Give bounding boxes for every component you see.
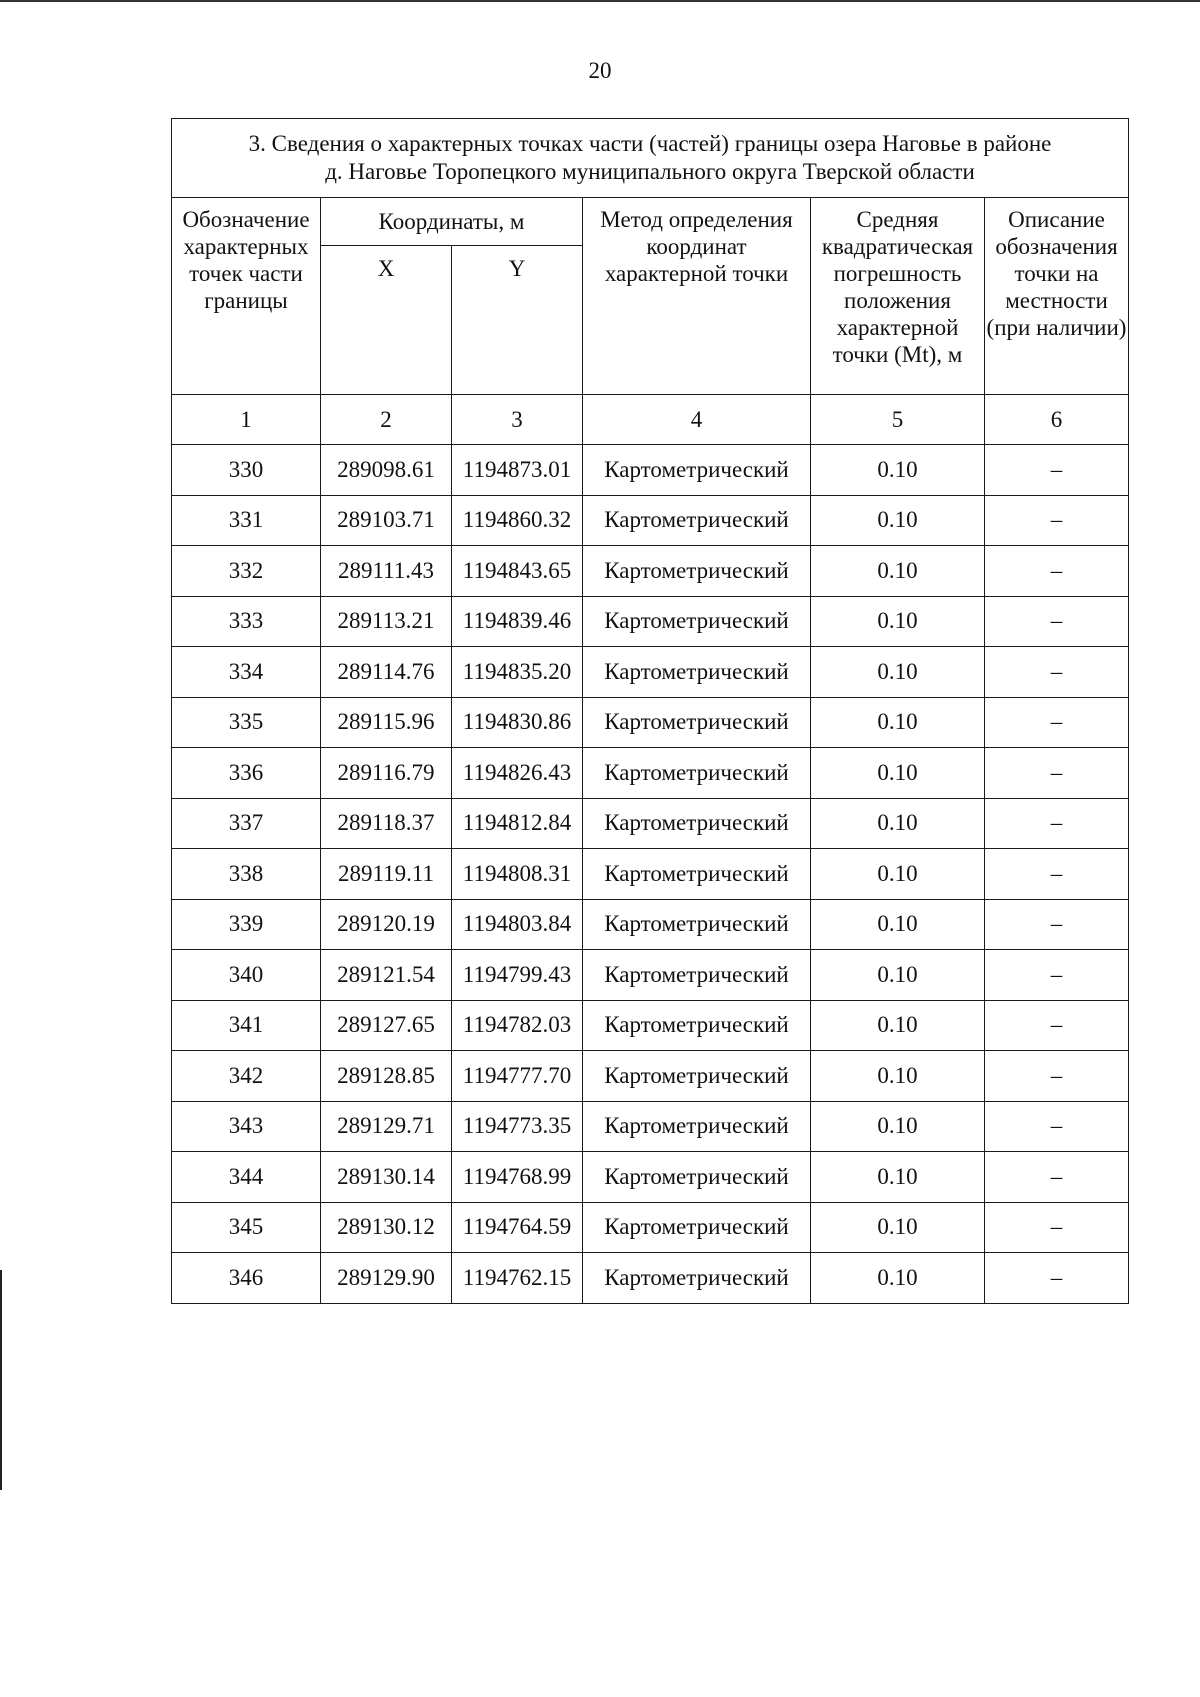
y-coordinate-cell: 1194777.70: [452, 1051, 583, 1102]
method-cell: Картометрический: [583, 1202, 811, 1253]
description-cell: –: [985, 1152, 1129, 1203]
caption-line-2: д. Наговье Торопецкого муниципального округа Тверской области: [325, 159, 975, 184]
method-cell: Картометрический: [583, 1253, 811, 1304]
point-number-cell: 340: [172, 950, 321, 1001]
y-coordinate-cell: 1194839.46: [452, 596, 583, 647]
point-number-cell: 343: [172, 1101, 321, 1152]
x-coordinate-cell: 289118.37: [321, 798, 452, 849]
table-row: [172, 798, 1129, 849]
method-cell: Картометрический: [583, 596, 811, 647]
point-number-cell: 332: [172, 546, 321, 597]
method-cell: Картометрический: [583, 647, 811, 698]
table-body: [172, 445, 1129, 1304]
header-x: X: [321, 246, 452, 395]
column-number: 2: [321, 395, 452, 445]
error-cell: 0.10: [811, 798, 985, 849]
header-designation: Обозначение характерных точек части границы: [172, 198, 321, 395]
point-number-cell: 341: [172, 1000, 321, 1051]
error-cell: 0.10: [811, 495, 985, 546]
error-cell: 0.10: [811, 1202, 985, 1253]
method-cell: Картометрический: [583, 899, 811, 950]
description-cell: –: [985, 950, 1129, 1001]
description-cell: –: [985, 1253, 1129, 1304]
error-cell: 0.10: [811, 647, 985, 698]
x-coordinate-cell: 289121.54: [321, 950, 452, 1001]
column-number: 6: [985, 395, 1129, 445]
table-caption: [172, 119, 1129, 198]
caption-row: [172, 119, 1129, 198]
y-coordinate-cell: 1194799.43: [452, 950, 583, 1001]
table-row: [172, 1000, 1129, 1051]
x-coordinate-cell: 289116.79: [321, 748, 452, 799]
x-coordinate-cell: 289129.90: [321, 1253, 452, 1304]
error-cell: 0.10: [811, 445, 985, 496]
point-number-cell: 339: [172, 899, 321, 950]
y-coordinate-cell: 1194782.03: [452, 1000, 583, 1051]
method-cell: Картометрический: [583, 546, 811, 597]
y-coordinate-cell: 1194808.31: [452, 849, 583, 900]
method-cell: Картометрический: [583, 1152, 811, 1203]
error-cell: 0.10: [811, 1000, 985, 1051]
table-row: [172, 495, 1129, 546]
column-number-row: [172, 395, 1129, 445]
y-coordinate-cell: 1194773.35: [452, 1101, 583, 1152]
description-cell: –: [985, 445, 1129, 496]
error-cell: 0.10: [811, 1051, 985, 1102]
description-cell: –: [985, 798, 1129, 849]
x-coordinate-cell: 289111.43: [321, 546, 452, 597]
scan-top-edge: [0, 0, 1200, 2]
table-row: [172, 445, 1129, 496]
point-number-cell: 346: [172, 1253, 321, 1304]
description-cell: –: [985, 849, 1129, 900]
method-cell: Картометрический: [583, 1051, 811, 1102]
y-coordinate-cell: 1194764.59: [452, 1202, 583, 1253]
table-row: [172, 596, 1129, 647]
x-coordinate-cell: 289130.12: [321, 1202, 452, 1253]
table-row: [172, 1202, 1129, 1253]
error-cell: 0.10: [811, 748, 985, 799]
y-coordinate-cell: 1194843.65: [452, 546, 583, 597]
method-cell: Картометрический: [583, 798, 811, 849]
y-coordinate-cell: 1194830.86: [452, 697, 583, 748]
table-row: [172, 647, 1129, 698]
x-coordinate-cell: 289130.14: [321, 1152, 452, 1203]
error-cell: 0.10: [811, 899, 985, 950]
method-cell: Картометрический: [583, 1000, 811, 1051]
error-cell: 0.10: [811, 1253, 985, 1304]
method-cell: Картометрический: [583, 495, 811, 546]
table-row: [172, 899, 1129, 950]
page-number: 20: [588, 58, 612, 83]
method-cell: Картометрический: [583, 445, 811, 496]
x-coordinate-cell: 289113.21: [321, 596, 452, 647]
point-number-cell: 333: [172, 596, 321, 647]
column-number: 4: [583, 395, 811, 445]
y-coordinate-cell: 1194762.15: [452, 1253, 583, 1304]
point-number-cell: 337: [172, 798, 321, 849]
y-coordinate-cell: 1194873.01: [452, 445, 583, 496]
description-cell: –: [985, 1101, 1129, 1152]
error-cell: 0.10: [811, 697, 985, 748]
caption-line-1: 3. Сведения о характерных точках части (частей) границы озера Наговье в районе: [248, 131, 1052, 156]
description-cell: –: [985, 495, 1129, 546]
method-cell: Картометрический: [583, 950, 811, 1001]
table-row: [172, 849, 1129, 900]
table-row: [172, 748, 1129, 799]
error-cell: 0.10: [811, 849, 985, 900]
y-coordinate-cell: 1194803.84: [452, 899, 583, 950]
x-coordinate-cell: 289103.71: [321, 495, 452, 546]
point-number-cell: 342: [172, 1051, 321, 1102]
description-cell: –: [985, 1051, 1129, 1102]
scan-left-edge: [0, 1270, 2, 1490]
description-cell: –: [985, 546, 1129, 597]
table-row: [172, 1101, 1129, 1152]
error-cell: 0.10: [811, 1152, 985, 1203]
table-row: [172, 1051, 1129, 1102]
x-coordinate-cell: 289119.11: [321, 849, 452, 900]
description-cell: –: [985, 748, 1129, 799]
description-cell: –: [985, 697, 1129, 748]
y-coordinate-cell: 1194826.43: [452, 748, 583, 799]
description-cell: –: [985, 1000, 1129, 1051]
column-number: 3: [452, 395, 583, 445]
table-head: [172, 119, 1129, 445]
description-cell: –: [985, 596, 1129, 647]
point-number-cell: 334: [172, 647, 321, 698]
table-row: [172, 546, 1129, 597]
x-coordinate-cell: 289128.85: [321, 1051, 452, 1102]
point-number-cell: 345: [172, 1202, 321, 1253]
method-cell: Картометрический: [583, 697, 811, 748]
point-number-cell: 331: [172, 495, 321, 546]
point-number-cell: 336: [172, 748, 321, 799]
description-cell: –: [985, 1202, 1129, 1253]
table-row: [172, 950, 1129, 1001]
error-cell: 0.10: [811, 546, 985, 597]
header-method: Метод определения координат характерной точки: [583, 198, 811, 395]
table-row: [172, 1253, 1129, 1304]
x-coordinate-cell: 289115.96: [321, 697, 452, 748]
method-cell: Картометрический: [583, 748, 811, 799]
table-row: [172, 1152, 1129, 1203]
header-y: Y: [452, 246, 583, 395]
error-cell: 0.10: [811, 596, 985, 647]
point-number-cell: 330: [172, 445, 321, 496]
x-coordinate-cell: 289129.71: [321, 1101, 452, 1152]
x-coordinate-cell: 289120.19: [321, 899, 452, 950]
description-cell: –: [985, 647, 1129, 698]
error-cell: 0.10: [811, 950, 985, 1001]
table-row: [172, 697, 1129, 748]
y-coordinate-cell: 1194860.32: [452, 495, 583, 546]
point-number-cell: 344: [172, 1152, 321, 1203]
y-coordinate-cell: 1194835.20: [452, 647, 583, 698]
y-coordinate-cell: 1194768.99: [452, 1152, 583, 1203]
method-cell: Картометрический: [583, 1101, 811, 1152]
header-error: Средняя квадратическая погрешность положения характерной точки (Mt), м: [811, 198, 985, 395]
point-number-cell: 338: [172, 849, 321, 900]
column-number: 1: [172, 395, 321, 445]
description-cell: –: [985, 899, 1129, 950]
method-cell: Картометрический: [583, 849, 811, 900]
error-cell: 0.10: [811, 1101, 985, 1152]
column-number: 5: [811, 395, 985, 445]
point-number-cell: 335: [172, 697, 321, 748]
header-description: Описание обозначения точки на местности (при наличии): [985, 198, 1129, 395]
boundary-points-table: [171, 118, 1129, 1304]
x-coordinate-cell: 289114.76: [321, 647, 452, 698]
header-row-1: [172, 198, 1129, 246]
x-coordinate-cell: 289098.61: [321, 445, 452, 496]
header-coordinates: Координаты, м: [321, 198, 583, 246]
x-coordinate-cell: 289127.65: [321, 1000, 452, 1051]
y-coordinate-cell: 1194812.84: [452, 798, 583, 849]
